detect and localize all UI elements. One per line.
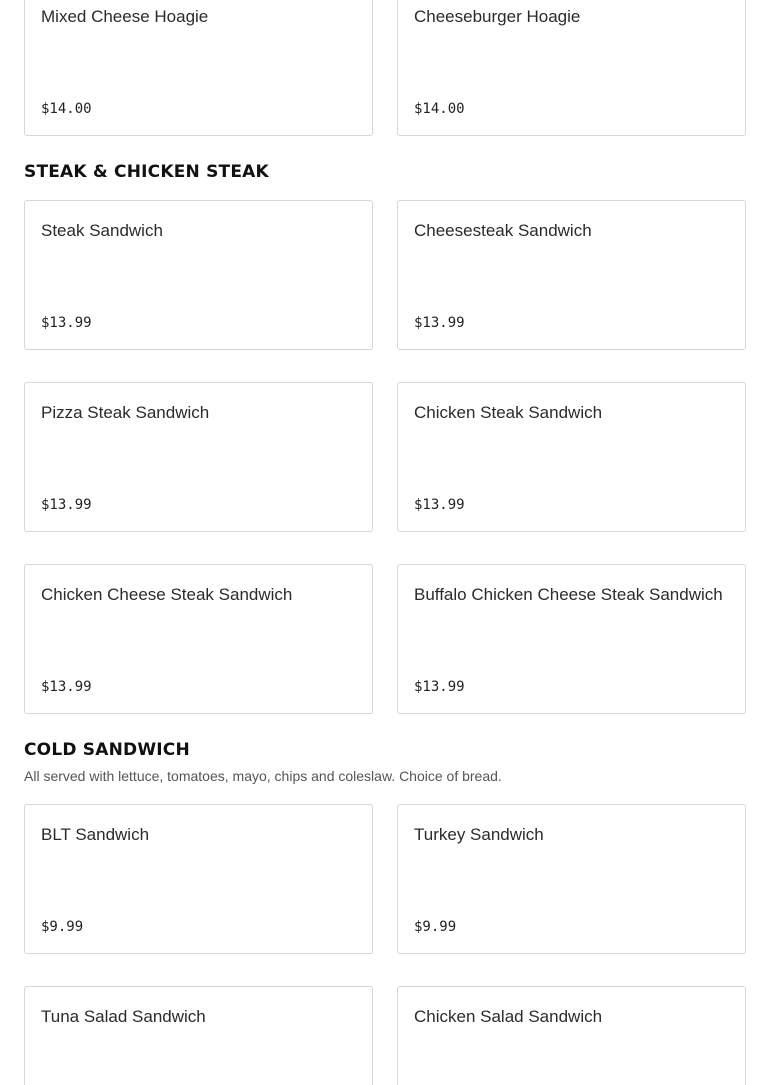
menu-item-price: $14.00 <box>414 101 465 117</box>
menu-item-name: Pizza Steak Sandwich <box>41 403 210 422</box>
menu-item-name: BLT Sandwich <box>41 825 150 844</box>
menu-item-price: $9.99 <box>414 919 457 935</box>
menu-item-card[interactable] <box>397 804 746 954</box>
menu-item-price: $9.99 <box>41 919 84 935</box>
menu-item-price: $13.99 <box>414 679 465 695</box>
menu-item-name: Buffalo Chicken Cheese Steak Sandwich <box>414 585 723 604</box>
menu-item-card[interactable] <box>24 986 373 1085</box>
menu-item-name: Mixed Cheese Hoagie <box>41 7 209 26</box>
section-title-steak: STEAK & CHICKEN STEAK <box>24 162 269 182</box>
menu-item-card[interactable] <box>397 200 746 350</box>
menu-item-card[interactable] <box>397 382 746 532</box>
menu-item-name: Steak Sandwich <box>41 221 163 240</box>
menu-item-price: $13.99 <box>414 315 465 331</box>
menu-item-card[interactable] <box>397 986 746 1085</box>
menu-item-card[interactable] <box>24 0 373 136</box>
menu-item-card[interactable] <box>24 564 373 714</box>
section-title-cold: COLD SANDWICH <box>24 740 190 760</box>
menu-item-price: $13.99 <box>41 315 92 331</box>
menu-item-name: Chicken Cheese Steak Sandwich <box>41 585 293 604</box>
menu-item-name: Cheesesteak Sandwich <box>414 221 592 240</box>
menu-item-name: Tuna Salad Sandwich <box>41 1007 206 1026</box>
menu-item-price: $14.00 <box>41 101 92 117</box>
menu-item-price: $13.99 <box>41 497 92 513</box>
hoagie-grid <box>24 0 746 136</box>
menu-item-card[interactable] <box>24 200 373 350</box>
section-description: All served with lettuce, tomatoes, mayo, chips and coleslaw. Choice of bread. <box>24 768 502 784</box>
steak-grid <box>24 200 746 714</box>
menu-item-name: Chicken Salad Sandwich <box>414 1007 603 1026</box>
menu-item-card[interactable] <box>397 0 746 136</box>
menu-item-price: $13.99 <box>414 497 465 513</box>
menu-item-price: $13.99 <box>41 679 92 695</box>
cold-grid <box>24 804 746 1085</box>
menu-item-name: Turkey Sandwich <box>414 825 544 844</box>
menu-item-card[interactable] <box>397 564 746 714</box>
menu-item-name: Chicken Steak Sandwich <box>414 403 603 422</box>
menu-item-card[interactable] <box>24 382 373 532</box>
menu-item-name: Cheeseburger Hoagie <box>414 7 581 26</box>
menu-item-card[interactable] <box>24 804 373 954</box>
